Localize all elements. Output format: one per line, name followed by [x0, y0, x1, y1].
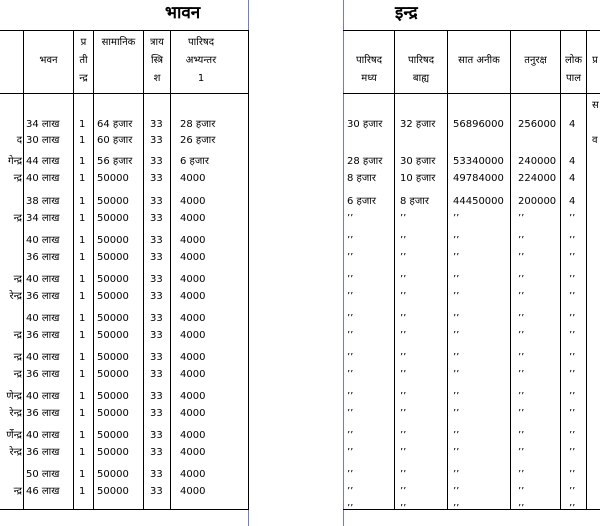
- cell-samanik: 50000: [97, 369, 129, 380]
- cell-sat-anik: 53340000: [453, 156, 504, 167]
- cell-tanuraksha: ’’: [518, 313, 525, 324]
- row-label-fragment: रेन्द्र: [9, 408, 22, 419]
- cell-pratindra: 1: [79, 274, 86, 285]
- row-label-fragment: रेन्द्र: [9, 447, 22, 458]
- cell-lokpal: ’’: [569, 469, 576, 480]
- header-bhavan: भवन: [39, 55, 58, 66]
- cell-parishad-abhyantar: 4000: [180, 430, 206, 441]
- cell-bhavan: 36 लाख: [26, 252, 60, 263]
- header-parishad-bahya-1: पारिषद: [407, 55, 435, 66]
- cell-trayastrinsha: 33: [150, 408, 163, 419]
- cell-sat-anik: ’’: [453, 486, 460, 497]
- cell-parishad-madhya: 28 हजार: [347, 156, 383, 167]
- cell-tanuraksha: ’’: [518, 274, 525, 285]
- cell-sat-anik: ’’: [453, 503, 460, 514]
- cell-parishad-bahya: ’’: [400, 213, 407, 224]
- cell-pratindra: 1: [79, 135, 86, 146]
- cell-bhavan: 30 लाख: [26, 135, 60, 146]
- header-parishad-bahya-2: बाह्य: [412, 73, 430, 84]
- cell-trayastrinsha: 33: [150, 235, 163, 246]
- cell-parishad-bahya: ’’: [400, 291, 407, 302]
- cell-tanuraksha: ’’: [518, 369, 525, 380]
- cell-parishad-abhyantar: 28 हजार: [180, 119, 216, 130]
- cell-parishad-bahya: ’’: [400, 486, 407, 497]
- cell-samanik: 50000: [97, 291, 129, 302]
- cell-parishad-bahya: ’’: [400, 391, 407, 402]
- cell-lokpal: ’’: [569, 235, 576, 246]
- cell-bhavan: 34 लाख: [26, 213, 60, 224]
- cell-pratindra: 1: [79, 235, 86, 246]
- cell-samanik: 50000: [97, 235, 129, 246]
- row-label-fragment: णेन्द्र: [6, 391, 22, 402]
- cell-parishad-madhya: ’’: [347, 252, 354, 263]
- cell-sat-anik: ’’: [453, 369, 460, 380]
- cell-bhavan: 44 लाख: [26, 156, 60, 167]
- cell-samanik: 50000: [97, 213, 129, 224]
- cell-parishad-madhya: ’’: [347, 430, 354, 441]
- cell-parishad-madhya: ’’: [347, 274, 354, 285]
- row-label-fragment: गेन्द्र: [7, 156, 22, 167]
- cell-parishad-madhya: ’’: [347, 486, 354, 497]
- cell-trayastrinsha: 33: [150, 352, 163, 363]
- cell-parishad-madhya: 8 हजार: [347, 173, 376, 184]
- cell-parishad-madhya: ’’: [347, 503, 354, 514]
- row-label-fragment: न्द्र: [13, 352, 22, 363]
- cell-trayastrinsha: 33: [150, 330, 163, 341]
- left-col-divider: [248, 30, 249, 510]
- cell-pratindra: 1: [79, 196, 86, 207]
- cell-lokpal: 4: [569, 196, 576, 207]
- cell-trayastrinsha: 33: [150, 430, 163, 441]
- cell-pratindra: 1: [79, 119, 86, 130]
- cell-trayastrinsha: 33: [150, 469, 163, 480]
- cell-parishad-abhyantar: 4000: [180, 352, 206, 363]
- cell-parishad-madhya: ’’: [347, 330, 354, 341]
- header-trayastrinsha-2: स्त्रि: [151, 55, 163, 66]
- cell-tanuraksha: ’’: [518, 213, 525, 224]
- cell-parishad-abhyantar: 4000: [180, 274, 206, 285]
- cell-parishad-bahya: ’’: [400, 369, 407, 380]
- cell-tanuraksha: ’’: [518, 352, 525, 363]
- cell-tanuraksha: ’’: [518, 235, 525, 246]
- cell-parishad-abhyantar: 4000: [180, 369, 206, 380]
- header-tanuraksha: तनुरक्ष: [524, 55, 547, 66]
- right-table-top-border: [343, 30, 600, 31]
- cell-parishad-bahya: ’’: [400, 313, 407, 324]
- cell-parishad-madhya: ’’: [347, 352, 354, 363]
- cell-sat-anik: ’’: [453, 213, 460, 224]
- cell-pratindra: 1: [79, 173, 86, 184]
- cell-lokpal: ’’: [569, 447, 576, 458]
- cell-pratindra: 1: [79, 486, 86, 497]
- cell-bhavan: 40 लाख: [26, 391, 60, 402]
- row-label-fragment: द: [16, 135, 22, 146]
- cell-parishad-abhyantar: 4000: [180, 313, 206, 324]
- cell-parishad-bahya: ’’: [400, 274, 407, 285]
- cell-pratindra: 1: [79, 156, 86, 167]
- cell-parishad-bahya: 32 हजार: [400, 119, 436, 130]
- cell-bhavan: 34 लाख: [26, 119, 60, 130]
- cell-samanik: 56 हजार: [97, 156, 133, 167]
- cell-lokpal: ’’: [569, 330, 576, 341]
- cell-bhavan: 36 लाख: [26, 291, 60, 302]
- cell-parishad-bahya: ’’: [400, 252, 407, 263]
- cell-trayastrinsha: 33: [150, 173, 163, 184]
- cell-samanik: 50000: [97, 408, 129, 419]
- header-sat-anik: सात अनीक: [458, 55, 500, 66]
- cell-trayastrinsha: 33: [150, 369, 163, 380]
- cell-tanuraksha: 200000: [518, 196, 557, 207]
- cell-trayastrinsha: 33: [150, 391, 163, 402]
- cell-trayastrinsha: 33: [150, 156, 163, 167]
- right-col-divider: [586, 30, 587, 510]
- cell-tanuraksha: ’’: [518, 430, 525, 441]
- header-parishad-madhya-2: मध्य: [361, 73, 377, 84]
- cell-sat-anik: ’’: [453, 313, 460, 324]
- right-edge-fragment: व: [592, 135, 598, 146]
- cell-samanik: 50000: [97, 252, 129, 263]
- cell-sat-anik: ’’: [453, 352, 460, 363]
- right-col-divider: [560, 30, 561, 510]
- row-label-fragment: न्द्र: [13, 330, 22, 341]
- row-label-fragment: र्णेन्द्र: [6, 430, 22, 441]
- cell-bhavan: 40 लाख: [26, 352, 60, 363]
- cell-trayastrinsha: 33: [150, 252, 163, 263]
- row-label-fragment: न्द्र: [13, 213, 22, 224]
- cell-samanik: 50000: [97, 430, 129, 441]
- cell-parishad-bahya: ’’: [400, 503, 407, 514]
- cell-parishad-abhyantar: 4000: [180, 173, 206, 184]
- cell-lokpal: 4: [569, 119, 576, 130]
- cell-sat-anik: ’’: [453, 252, 460, 263]
- header-pratindra-1: प्र: [80, 37, 87, 48]
- cell-tanuraksha: ’’: [518, 408, 525, 419]
- cell-parishad-bahya: ’’: [400, 469, 407, 480]
- cell-pratindra: 1: [79, 469, 86, 480]
- cell-parishad-bahya: ’’: [400, 352, 407, 363]
- cell-parishad-madhya: ’’: [347, 447, 354, 458]
- cell-lokpal: ’’: [569, 486, 576, 497]
- cell-bhavan: 50 लाख: [26, 469, 60, 480]
- cell-parishad-madhya: ’’: [347, 391, 354, 402]
- cell-samanik: 50000: [97, 274, 129, 285]
- cell-parishad-bahya: ’’: [400, 447, 407, 458]
- cell-bhavan: 46 लाख: [26, 486, 60, 497]
- cell-parishad-madhya: 30 हजार: [347, 119, 383, 130]
- cell-samanik: 50000: [97, 196, 129, 207]
- cell-samanik: 50000: [97, 330, 129, 341]
- cell-lokpal: ’’: [569, 430, 576, 441]
- cell-pratindra: 1: [79, 369, 86, 380]
- header-trayastrinsha-1: त्राय: [150, 37, 164, 48]
- cell-bhavan: 36 लाख: [26, 369, 60, 380]
- cell-tanuraksha: 224000: [518, 173, 557, 184]
- row-label-fragment: न्द्र: [13, 274, 22, 285]
- cell-parishad-madhya: ’’: [347, 291, 354, 302]
- cell-lokpal: ’’: [569, 313, 576, 324]
- header-parishad-abhyantar-3: 1: [197, 73, 205, 84]
- cell-parishad-madhya: 6 हजार: [347, 196, 376, 207]
- cell-tanuraksha: ’’: [518, 503, 525, 514]
- cell-pratindra: 1: [79, 447, 86, 458]
- cell-parishad-abhyantar: 4000: [180, 213, 206, 224]
- cell-trayastrinsha: 33: [150, 274, 163, 285]
- cell-samanik: 50000: [97, 391, 129, 402]
- left-col-divider: [93, 30, 94, 510]
- cell-sat-anik: ’’: [453, 408, 460, 419]
- cell-lokpal: ’’: [569, 274, 576, 285]
- cell-lokpal: ’’: [569, 213, 576, 224]
- cell-parishad-bahya: ’’: [400, 408, 407, 419]
- left-col-divider: [73, 30, 74, 510]
- right-table-header-border: [343, 93, 600, 94]
- cell-bhavan: 36 लाख: [26, 330, 60, 341]
- cell-parishad-abhyantar: 26 हजार: [180, 135, 216, 146]
- cell-sat-anik: 44450000: [453, 196, 504, 207]
- cell-lokpal: 4: [569, 156, 576, 167]
- cell-parishad-abhyantar: 4000: [180, 196, 206, 207]
- header-pratindra-3: न्द्र: [79, 73, 88, 84]
- cell-parishad-bahya: 30 हजार: [400, 156, 436, 167]
- cell-sat-anik: 49784000: [453, 173, 504, 184]
- cell-pratindra: 1: [79, 213, 86, 224]
- cell-parishad-bahya: 8 हजार: [400, 196, 429, 207]
- cell-samanik: 50000: [97, 447, 129, 458]
- cell-parishad-abhyantar: 4000: [180, 252, 206, 263]
- cell-bhavan: 36 लाख: [26, 447, 60, 458]
- cell-parishad-abhyantar: 4000: [180, 391, 206, 402]
- cell-parishad-bahya: ’’: [400, 430, 407, 441]
- cell-parishad-madhya: ’’: [347, 369, 354, 380]
- cell-lokpal: ’’: [569, 291, 576, 302]
- right-table-bottom-border: [343, 509, 600, 510]
- cell-sat-anik: ’’: [453, 469, 460, 480]
- cell-bhavan: 40 लाख: [26, 274, 60, 285]
- left-col-divider: [143, 30, 144, 510]
- cell-pratindra: 1: [79, 252, 86, 263]
- right-edge-fragment: स: [592, 100, 599, 111]
- cell-tanuraksha: ’’: [518, 391, 525, 402]
- cell-parishad-madhya: ’’: [347, 235, 354, 246]
- cell-sat-anik: 56896000: [453, 119, 504, 130]
- header-pratindra-2: ती: [79, 55, 88, 66]
- cell-parishad-abhyantar: 4000: [180, 486, 206, 497]
- cell-lokpal: ’’: [569, 408, 576, 419]
- cell-bhavan: 40 लाख: [26, 313, 60, 324]
- left-table-top-border: [0, 30, 248, 31]
- cell-sat-anik: ’’: [453, 447, 460, 458]
- cell-bhavan: 40 लाख: [26, 173, 60, 184]
- cell-samanik: 50000: [97, 352, 129, 363]
- left-table-header-border: [0, 93, 248, 94]
- cell-lokpal: ’’: [569, 252, 576, 263]
- row-label-fragment: रेन्द्र: [9, 291, 22, 302]
- row-label-fragment: न्द्र: [13, 369, 22, 380]
- cell-trayastrinsha: 33: [150, 291, 163, 302]
- cell-trayastrinsha: 33: [150, 447, 163, 458]
- cell-samanik: 64 हजार: [97, 119, 133, 130]
- cell-tanuraksha: ’’: [518, 252, 525, 263]
- cell-parishad-madhya: ’’: [347, 469, 354, 480]
- cell-sat-anik: ’’: [453, 291, 460, 302]
- header-edge: प्र: [592, 55, 598, 66]
- cell-pratindra: 1: [79, 430, 86, 441]
- cell-tanuraksha: ’’: [518, 330, 525, 341]
- cell-parishad-abhyantar: 4000: [180, 408, 206, 419]
- row-label-fragment: न्द्र: [13, 173, 22, 184]
- cell-samanik: 50000: [97, 313, 129, 324]
- right-col-divider: [394, 30, 395, 510]
- cell-tanuraksha: ’’: [518, 469, 525, 480]
- cell-pratindra: 1: [79, 330, 86, 341]
- cell-parishad-abhyantar: 4000: [180, 291, 206, 302]
- cell-tanuraksha: ’’: [518, 447, 525, 458]
- left-table-title: भावन: [165, 3, 201, 23]
- cell-trayastrinsha: 33: [150, 486, 163, 497]
- header-parishad-madhya-1: पारिषद: [355, 55, 383, 66]
- cell-tanuraksha: 256000: [518, 119, 557, 130]
- cell-samanik: 50000: [97, 173, 129, 184]
- cell-parishad-abhyantar: 4000: [180, 469, 206, 480]
- cell-pratindra: 1: [79, 352, 86, 363]
- cell-parishad-madhya: ’’: [347, 213, 354, 224]
- cell-trayastrinsha: 33: [150, 213, 163, 224]
- cell-bhavan: 40 लाख: [26, 430, 60, 441]
- cell-tanuraksha: ’’: [518, 486, 525, 497]
- cell-pratindra: 1: [79, 391, 86, 402]
- cell-parishad-bahya: 10 हजार: [400, 173, 436, 184]
- header-parishad-abhyantar-1: पारिषद: [187, 37, 215, 48]
- cell-lokpal: ’’: [569, 369, 576, 380]
- cell-tanuraksha: 240000: [518, 156, 557, 167]
- right-col-divider: [447, 30, 448, 510]
- right-col-divider: [510, 30, 511, 510]
- cell-sat-anik: ’’: [453, 430, 460, 441]
- cell-parishad-bahya: ’’: [400, 330, 407, 341]
- cell-sat-anik: ’’: [453, 235, 460, 246]
- cell-bhavan: 38 लाख: [26, 196, 60, 207]
- cell-sat-anik: ’’: [453, 391, 460, 402]
- cell-lokpal: ’’: [569, 503, 576, 514]
- cell-trayastrinsha: 33: [150, 135, 163, 146]
- cell-trayastrinsha: 33: [150, 196, 163, 207]
- cell-parishad-bahya: ’’: [400, 235, 407, 246]
- header-samanik: सामानिक: [101, 37, 136, 48]
- right-table-title: इन्द्र: [395, 3, 418, 23]
- cell-parishad-abhyantar: 4000: [180, 330, 206, 341]
- cell-pratindra: 1: [79, 313, 86, 324]
- header-lokpal-2: पाल: [565, 73, 582, 84]
- left-col-divider: [170, 30, 171, 510]
- left-table-bottom-border: [0, 509, 248, 510]
- cell-parishad-abhyantar: 6 हजार: [180, 156, 209, 167]
- cell-sat-anik: ’’: [453, 330, 460, 341]
- cell-lokpal: 4: [569, 173, 576, 184]
- left-col-divider: [23, 30, 24, 510]
- cell-samanik: 50000: [97, 469, 129, 480]
- header-trayastrinsha-3: श: [153, 73, 161, 84]
- header-lokpal-1: लोक: [564, 55, 583, 66]
- cell-samanik: 60 हजार: [97, 135, 133, 146]
- header-parishad-abhyantar-2: अभ्यन्तर: [185, 55, 217, 66]
- cell-pratindra: 1: [79, 291, 86, 302]
- cell-samanik: 50000: [97, 486, 129, 497]
- cell-sat-anik: ’’: [453, 274, 460, 285]
- cell-bhavan: 36 लाख: [26, 408, 60, 419]
- cell-parishad-abhyantar: 4000: [180, 235, 206, 246]
- cell-trayastrinsha: 33: [150, 119, 163, 130]
- cell-parishad-madhya: ’’: [347, 408, 354, 419]
- cell-tanuraksha: ’’: [518, 291, 525, 302]
- cell-trayastrinsha: 33: [150, 313, 163, 324]
- cell-lokpal: ’’: [569, 352, 576, 363]
- cell-parishad-abhyantar: 4000: [180, 447, 206, 458]
- cell-parishad-madhya: ’’: [347, 313, 354, 324]
- cell-pratindra: 1: [79, 408, 86, 419]
- row-label-fragment: न्द्र: [13, 486, 22, 497]
- cell-bhavan: 40 लाख: [26, 235, 60, 246]
- cell-lokpal: ’’: [569, 391, 576, 402]
